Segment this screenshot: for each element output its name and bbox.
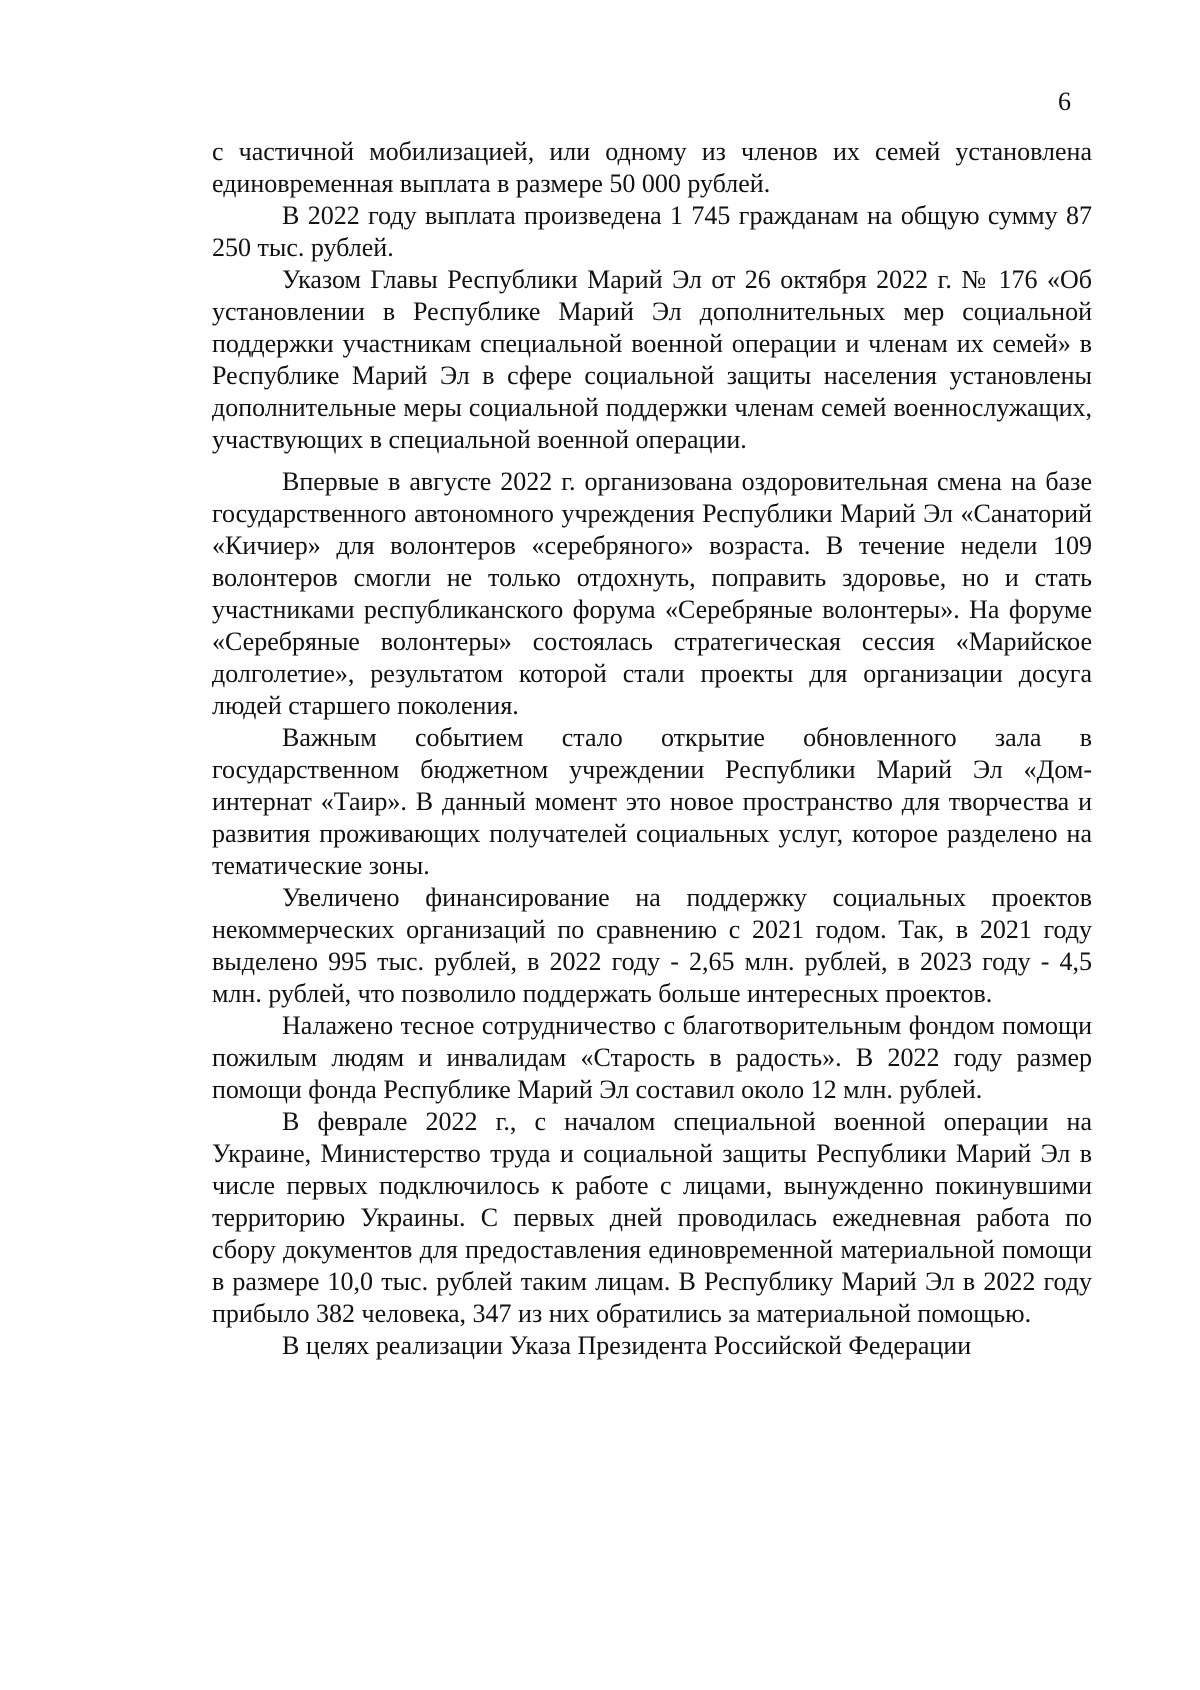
- paragraph-silver-volunteers: Впервые в августе 2022 г. организована оздоровительная смена на базе государственного автономного учреждения Республики Марий Эл «Санаторий «Кичиер» для волонтеров «серебряного» возраста. В течение недели 109 волонтеров смогли не только отдохнуть, поправить здоровье, но и стать участниками республиканского форума «Серебряные волонтеры». На форуме «Серебряные волонтеры» состоялась стратегическая сессия «Марийское долголетие», результатом которой стали проекты для организации досуга людей старшего поколения.: [212, 467, 1092, 720]
- paragraph-tair-hall: Важным событием стало открытие обновленного зала в государственном бюджетном учреждении Республики Марий Эл «Дом-интернат «Таир». В данный момент это новое пространство для творчества и развития проживающих получателей социальных услуг, которое разделено на тематические зоны.: [212, 723, 1092, 880]
- paragraph-ukraine-assistance: В феврале 2022 г., с началом специальной военной операции на Украине, Министерство труда и социальной защиты Республики Марий Эл в числе первых подключилось к работе с лицами, вынужденно покинувшими территорию Украины. С первых дней проводилась ежедневная работа по сбору документов для предоставления единовременной материальной помощи в размере 10,0 тыс. рублей таким лицам. В Республику Марий Эл в 2022 году прибыло 382 человека, 347 из них обратились за материальной помощью.: [212, 1107, 1092, 1328]
- page-number: 6: [1058, 87, 1071, 116]
- paragraph-mobilization-payment: с частичной мобилизацией, или одному из членов их семей установлена единовременная выплата в размере 50 000 рублей.: [212, 137, 1092, 198]
- paragraph-payment-2022: В 2022 году выплата произведена 1 745 гражданам на общую сумму 87 250 тыс. рублей.: [212, 201, 1092, 262]
- paragraph-decree-176: Указом Главы Республики Марий Эл от 26 октября 2022 г. № 176 «Об установлении в Республике Марий Эл дополнительных мер социальной поддержки участникам специальной военной операции и членам их семей» в Республике Марий Эл в сфере социальной защиты населения установлены дополнительные меры социальной поддержки членам семей военнослужащих, участвующих в специальной военной операции.: [212, 265, 1092, 454]
- document-body: [212, 136, 1092, 1362]
- paragraph-charity-fund: Налажено тесное сотрудничество с благотворительным фондом помощи пожилым людям и инвалидам «Старость в радость». В 2022 году размер помощи фонда Республике Марий Эл составил около 12 млн. рублей.: [212, 1011, 1092, 1104]
- paragraph-presidential-decree: В целях реализации Указа Президента Российской Федерации: [282, 1331, 972, 1360]
- paragraph-nko-funding: Увеличено финансирование на поддержку социальных проектов некоммерческих организаций по сравнению с 2021 годом. Так, в 2021 году выделено 995 тыс. рублей, в 2022 году - 2,65 млн. рублей, в 2023 году - 4,5 млн. рублей, что позволило поддержать больше интересных проектов.: [212, 883, 1092, 1008]
